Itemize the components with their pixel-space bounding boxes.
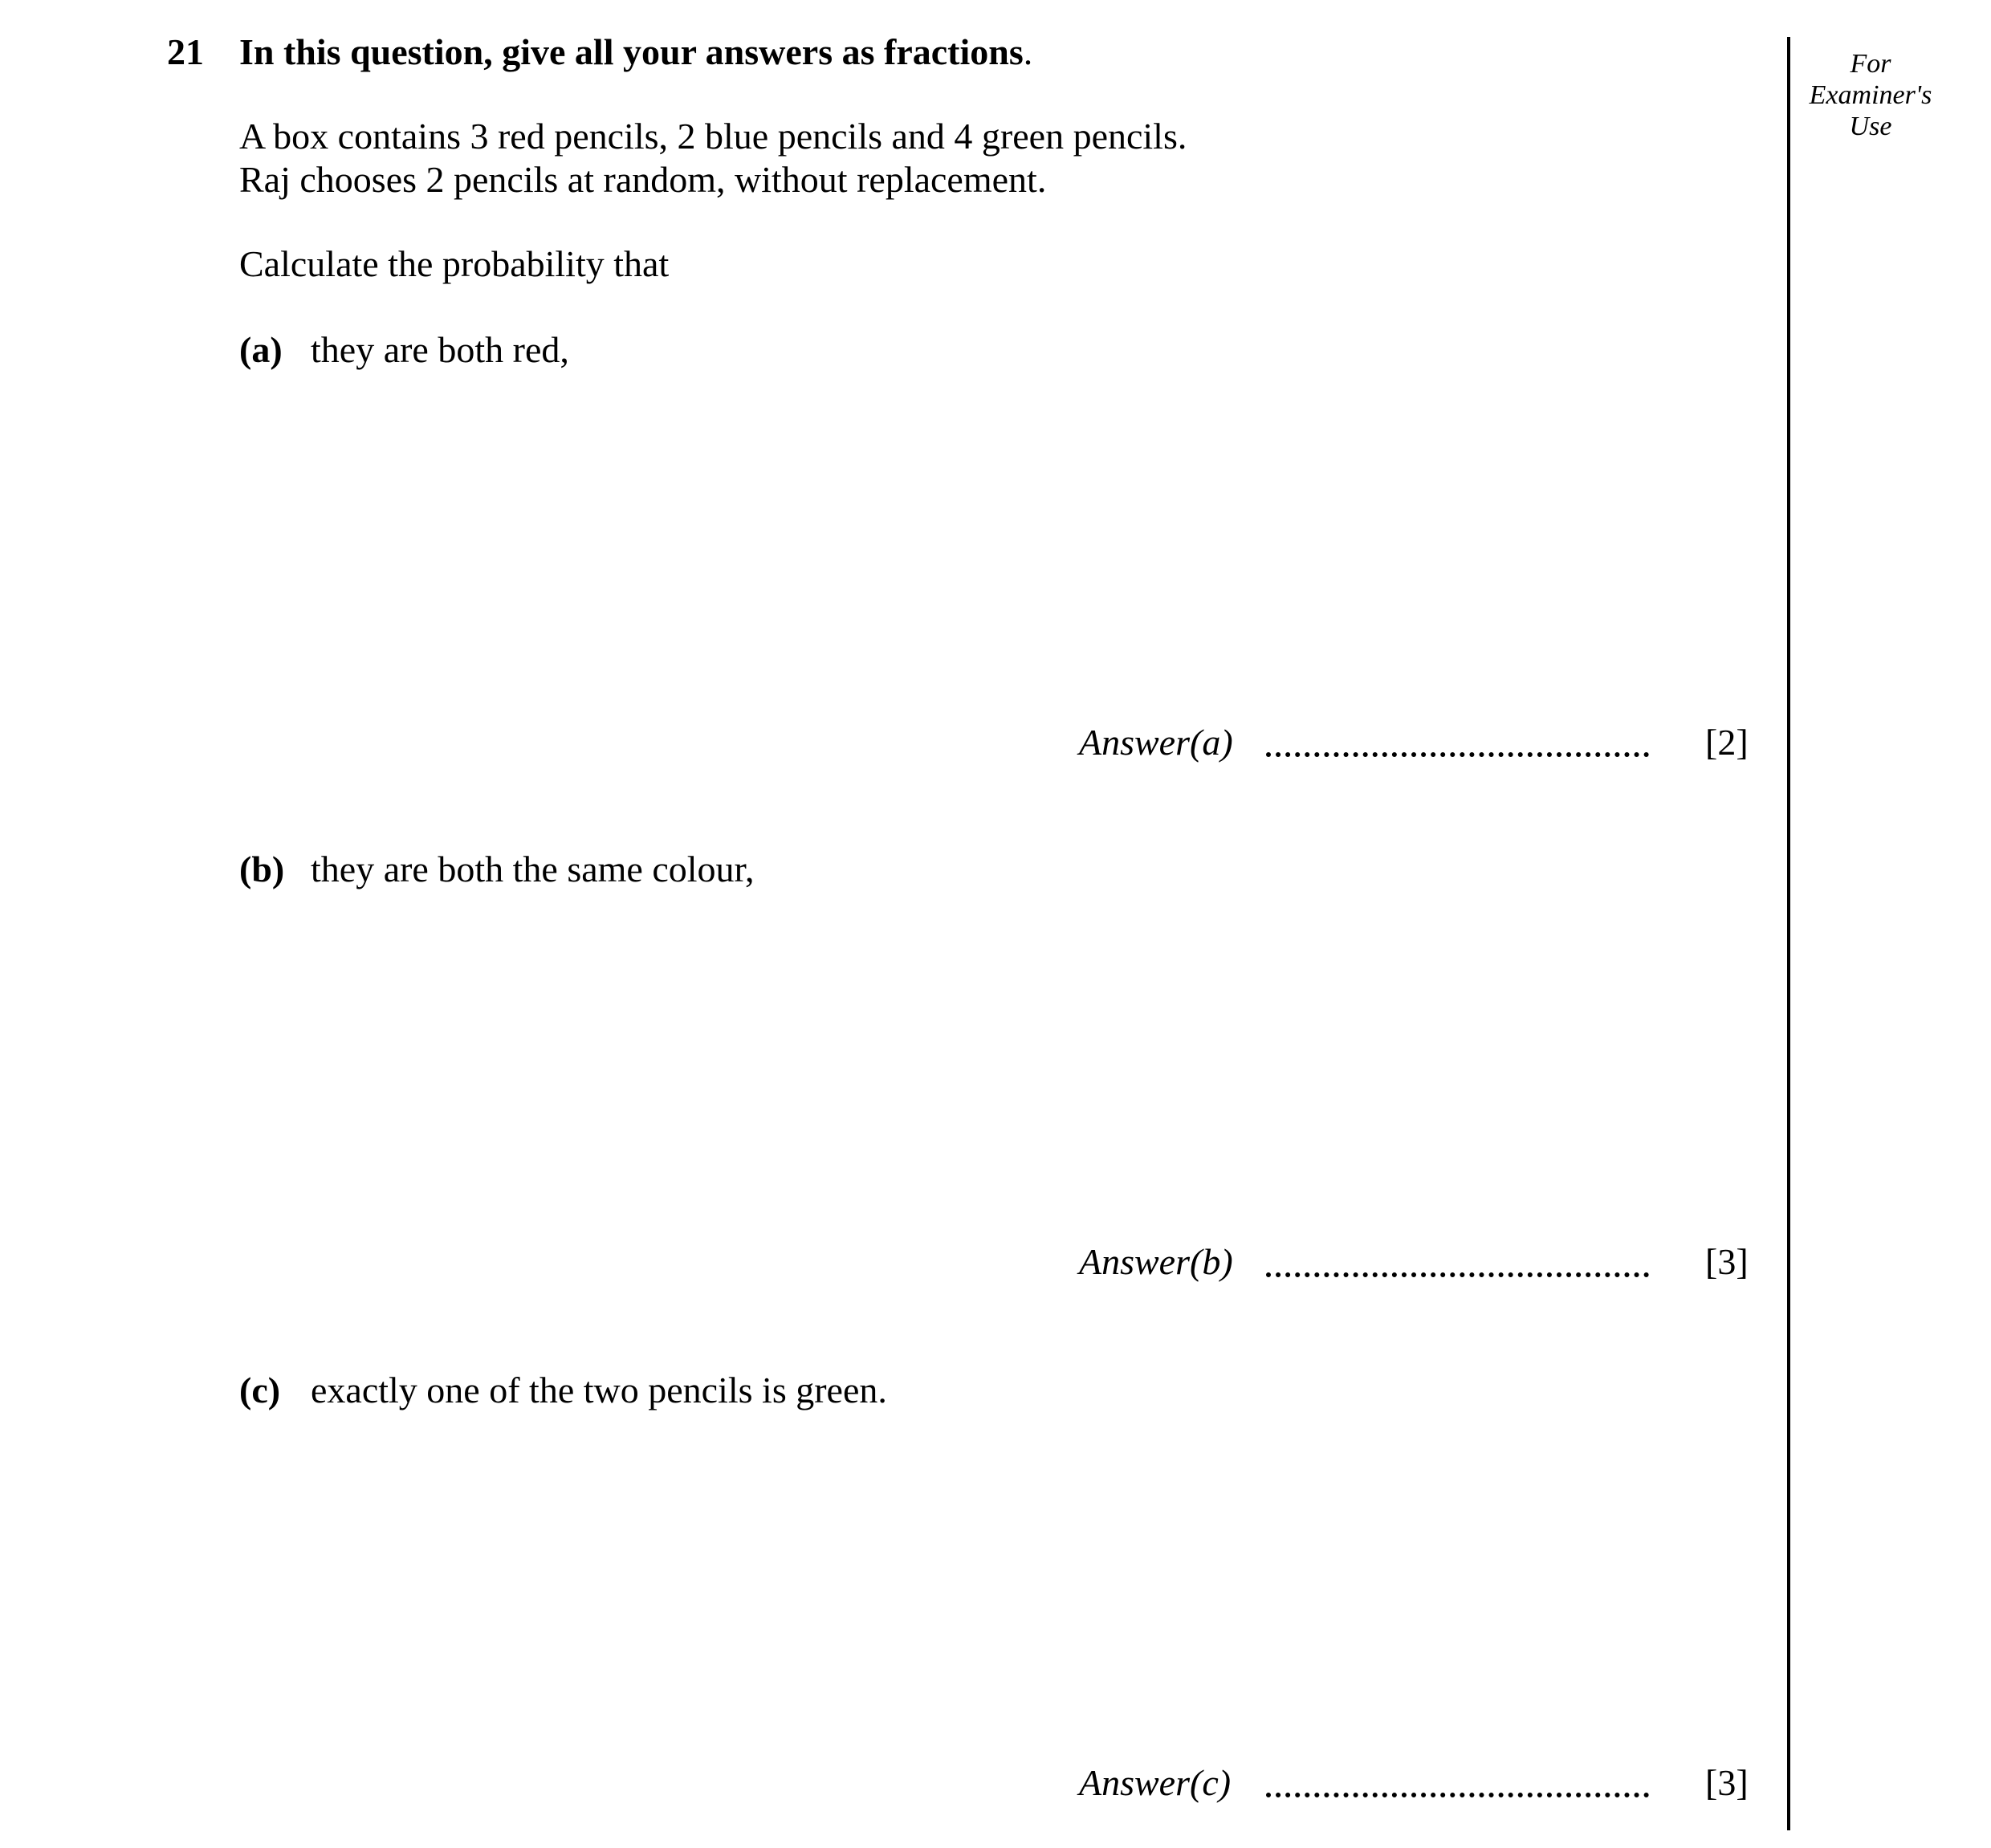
part-a-label: (a)	[239, 329, 283, 370]
examiner-use-line-3: Use	[1849, 112, 1892, 141]
examiner-margin-rule	[1787, 37, 1790, 1830]
instruction-period: .	[1023, 31, 1033, 72]
part-a-text: they are both red,	[311, 329, 569, 370]
examiner-use-line-2: Examiner's	[1809, 80, 1932, 110]
examiner-use-label	[1798, 48, 1943, 142]
question-instruction	[239, 31, 1033, 72]
answer-b-label: Answer(b)	[1079, 1241, 1233, 1282]
answer-a-line[interactable]	[1266, 752, 1649, 757]
answer-c-line[interactable]	[1266, 1793, 1649, 1797]
question-number: 21	[167, 31, 204, 72]
answer-a-label: Answer(a)	[1079, 722, 1233, 763]
part-c-label: (c)	[239, 1370, 281, 1410]
answer-c-label: Answer(c)	[1079, 1762, 1232, 1803]
part-c-marks: [3]	[1705, 1762, 1749, 1803]
instruction-bold-text: In this question, give all your answers as fractions	[239, 31, 1024, 72]
question-prompt: Calculate the probability that	[239, 243, 670, 284]
question-stem-line-1: A box contains 3 red pencils, 2 blue pencils and 4 green pencils.	[239, 116, 1187, 157]
part-a-marks: [2]	[1705, 722, 1749, 763]
examiner-use-line-1: For	[1850, 49, 1891, 79]
part-b-text: they are both the same colour,	[311, 849, 755, 889]
answer-b-line[interactable]	[1266, 1272, 1649, 1277]
part-b-marks: [3]	[1705, 1241, 1749, 1282]
part-b-label: (b)	[239, 849, 285, 889]
question-stem-line-2: Raj chooses 2 pencils at random, without replacement.	[239, 159, 1047, 200]
part-c-text: exactly one of the two pencils is green.	[311, 1370, 887, 1410]
